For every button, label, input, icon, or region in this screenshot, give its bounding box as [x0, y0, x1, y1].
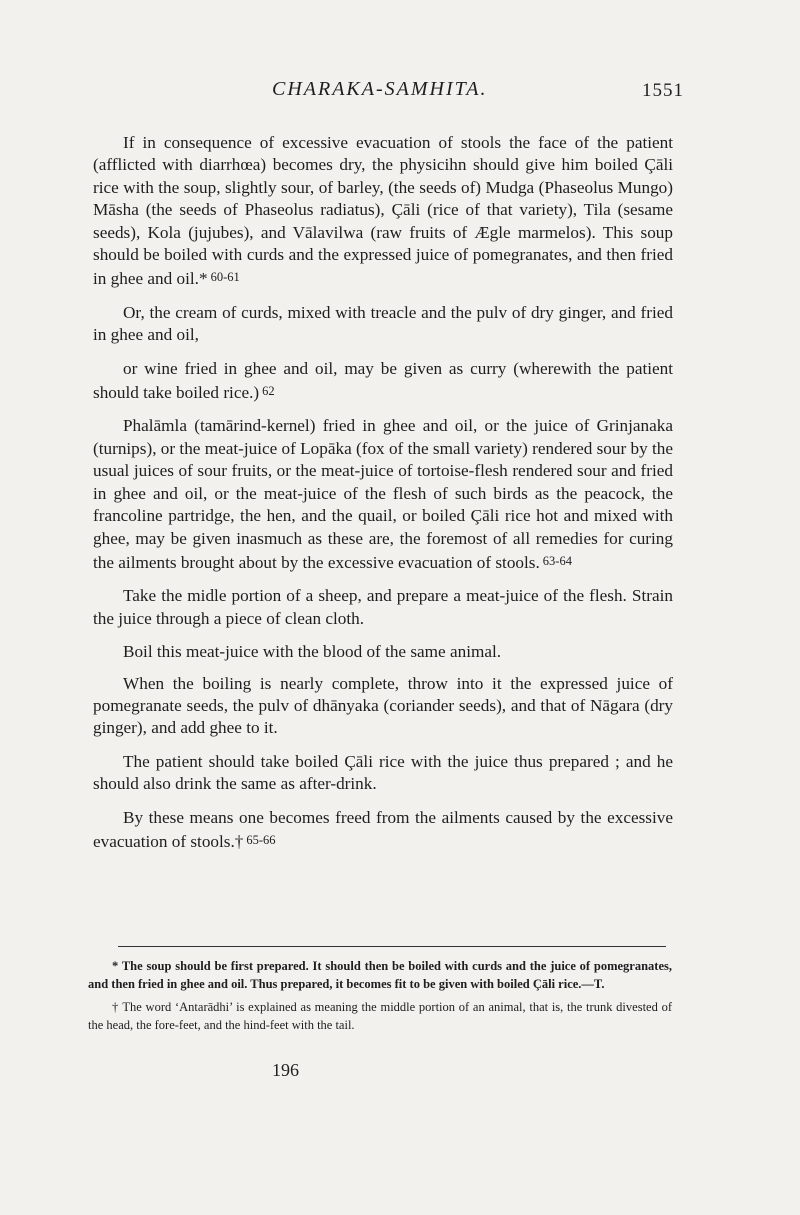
footnotes: [88, 957, 672, 1039]
verse-ref: 62: [262, 384, 275, 399]
paragraph: The patient should take boiled Çāli rice with the juice thus prepared ; and he should also drink the same as after-drink.: [93, 751, 673, 794]
page-number-bottom: 196: [272, 1060, 299, 1080]
paragraph: By these means one becomes freed from the ailments caused by the excessive evacuation of stools.† 65-66: [93, 807, 673, 851]
paragraph: or wine fried in ghee and oil, may be given as curry (wherewith the patient should take boiled rice.) 62: [93, 358, 673, 403]
verse-ref: 60-61: [210, 270, 240, 285]
footnote: † The word ‘Antarādhi’ is explained as meaning the middle portion of an animal, that is, the trunk divested of the head, the fore-feet, and the hind-feet with the tail.: [88, 1000, 672, 1032]
verse-ref: 65-66: [246, 832, 276, 847]
paragraph: When the boiling is nearly complete, throw into it the expressed juice of pomegranate seeds, the pulv of dhānyaka (coriander seeds), and that of Nāgara (dry ginger), and add ghee to it.: [93, 673, 673, 738]
paragraph: Or, the cream of curds, mixed with treacle and the pulv of dry ginger, and fried in ghee and oil,: [93, 302, 673, 345]
running-title: CHARAKA-SAMHITA.: [272, 78, 488, 100]
running-head: [92, 76, 684, 106]
paragraph: Phalāmla (tamārind-kernel) fried in ghee and oil, or the juice of Grinjanaka (turnips), or the meat-juice of Lopāka (fox of the small variety) rendered sour by the usual juices of sour fruits, or the meat-juice of tortoise-flesh rendered sour and fried in ghee and oil, or the meat-juice of the flesh of such birds as the peacock, the francoline partridge, the hen, and the quail, or boiled Çāli rice hot and mixed with ghee, may be given inasmuch as these are, the foremost of all remedies for curing the ailments brought about by the excessive evacuation of stools. 63-64: [93, 416, 673, 572]
paragraph: Take the midle portion of a sheep, and prepare a meat-juice of the flesh. Strain the juice through a piece of clean cloth.: [93, 586, 673, 628]
page-number-top: 1551: [642, 80, 684, 101]
body-text: [93, 132, 673, 864]
verse-ref: 63-64: [542, 553, 572, 568]
footnote: * The soup should be first prepared. It should then be boiled with curds and the juice of pomegranates, and then fried in ghee and oil. Thus prepared, it becomes fit to be given with boiled Çāli rice.—T.: [88, 959, 672, 991]
footnote-divider: [118, 946, 666, 947]
paragraph: If in consequence of excessive evacuation of stools the face of the patient (afflicted with diarrhœa) becomes dry, the physicihn should give him boiled Çāli rice with the soup, slightly sour, of barley, (the seeds of) Mudga (Phaseolus Mungo) Māsha (the seeds of Phaseolus radiatus), Çāli (rice of that variety), Tila (sesame seeds), Kola (jujubes), and Vālavilwa (raw fruits of Ægle marmelos). This soup should be boiled with curds and the expressed juice of pomegranates, and then fried in ghee and oil.* 60-61: [93, 133, 673, 289]
paragraph: Boil this meat-juice with the blood of the same animal.: [123, 642, 502, 662]
